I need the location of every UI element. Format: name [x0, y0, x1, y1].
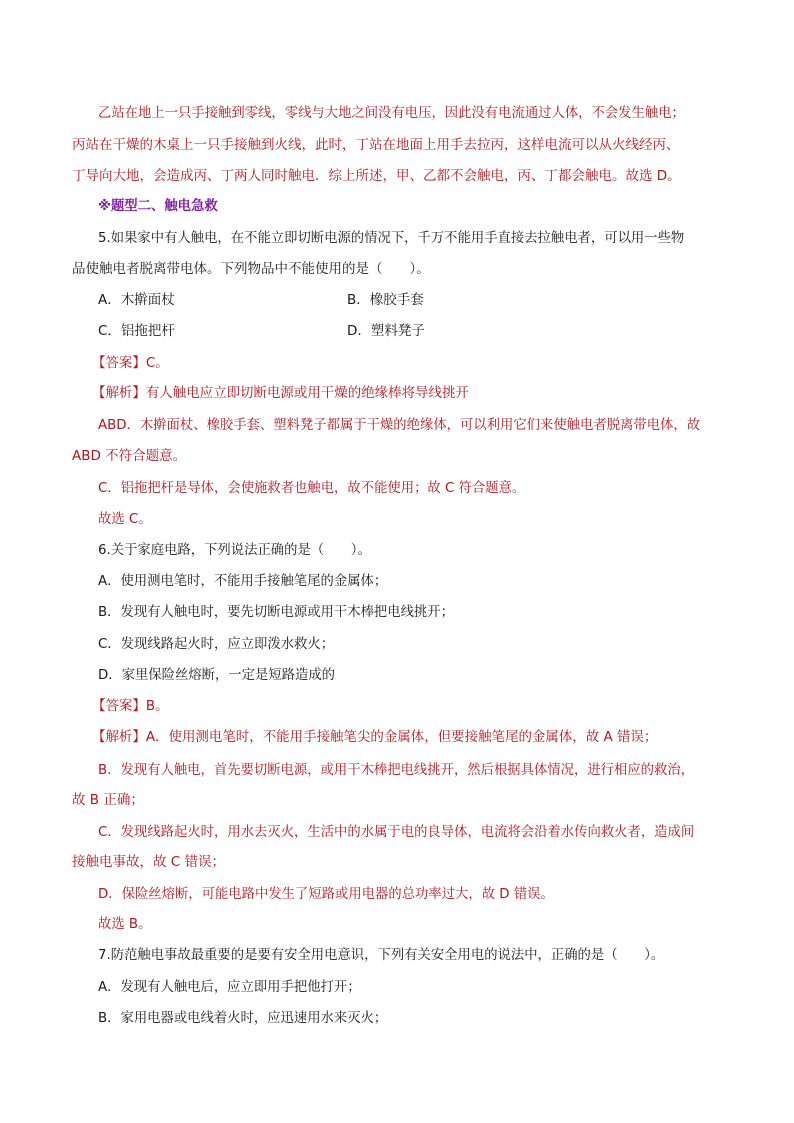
- q5-option-d: D．塑料凳子: [347, 323, 425, 339]
- analysis-text: 有人触电应立即切断电源或用干燥的绝缘棒将导线挑开: [145, 385, 469, 401]
- question-5-stem: 5.如果家中有人触电，在不能立即切断电源的情况下，千万不能用手直接去拉触电者，可以用一些物: [98, 230, 685, 246]
- analysis-text: A．使用测电笔时，不能用手接触笔尖的金属体，但要接触笔尾的金属体，故 A 错误；: [145, 729, 658, 745]
- q6-option-c: C．发现线路起火时，应立即泼水救火；: [98, 636, 335, 652]
- question-7-stem: 7.防范触电事故最重要的是要有安全用电意识，下列有关安全用电的说法中，正确的是（ ）。: [98, 947, 665, 963]
- analysis-line: 接触电事故，故 C 错误；: [72, 854, 226, 870]
- analysis-line: ABD．木擀面杖、橡胶手套、塑料凳子都属于干燥的绝缘体，可以利用它们来使触电者脱离带电体，故: [98, 417, 701, 433]
- answer-tag: 【答案】: [92, 698, 146, 714]
- answer-value: C。: [145, 355, 169, 371]
- q7-option-b: B．家用电器或电线着火时，应迅速用水来灭火；: [98, 1010, 388, 1026]
- analysis-line: 丙站在干燥的木桌上一只手接触到火线，此时，丁站在地面上用手去拉丙，这样电流可以从火线经丙、: [72, 137, 680, 153]
- question-6-stem: 6.关于家庭电路，下列说法正确的是（ ）。: [98, 542, 371, 558]
- analysis-tag: 【解析】: [92, 385, 146, 401]
- q5-answer: [92, 353, 730, 373]
- answer-tag: 【答案】: [92, 355, 146, 371]
- analysis-line: ABD 不符合题意。: [72, 448, 187, 464]
- q6-analysis: [92, 727, 730, 747]
- analysis-line: 丁导向大地，会造成丙、丁两人同时触电．综上所述，甲、乙都不会触电，丙、丁都会触电。故选 D。: [72, 168, 681, 184]
- analysis-tag: 【解析】: [92, 729, 146, 745]
- analysis-line: C．发现线路起火时，用水去灭火，生活中的水属于电的良导体，电流将会沿着水传向救火者，造成间: [98, 824, 695, 840]
- analysis-line: 乙站在地上一只手接触到零线，零线与大地之间没有电压，因此没有电流通过人体，不会发生触电；: [98, 105, 685, 121]
- analysis-line: D．保险丝熔断，可能电路中发生了短路或用电器的总功率过大，故 D 错误。: [98, 886, 554, 902]
- answer-value: B。: [145, 698, 169, 714]
- question-5-stem: 品使触电者脱离带电体。下列物品中不能使用的是（ ）。: [72, 261, 430, 277]
- q5-analysis: [92, 383, 730, 403]
- q6-option-b: B．发现有人触电时，要先切断电源或用干木棒把电线挑开；: [98, 604, 454, 620]
- q5-option-b: B．橡胶手套: [347, 292, 424, 308]
- analysis-line: 故选 C。: [98, 511, 152, 527]
- analysis-line: 故 B 正确；: [72, 792, 144, 808]
- q6-answer: [92, 696, 730, 716]
- analysis-line: C．铝拖把杆是导体，会使施救者也触电，故不能使用；故 C 符合题意。: [98, 480, 526, 496]
- q5-option-c: C．铝拖把杆: [98, 323, 175, 339]
- q5-option-a: A．木擀面杖: [98, 292, 175, 308]
- q6-option-a: A．使用测电笔时，不能用手接触笔尾的金属体；: [98, 573, 388, 589]
- analysis-line: 故选 B。: [98, 916, 152, 932]
- q7-option-a: A．发现有人触电后，应立即用手把他打开；: [98, 979, 361, 995]
- analysis-line: B．发现有人触电，首先要切断电源，或用干木棒把电线挑开，然后根据具体情况，进行相应的救治，: [98, 762, 695, 778]
- q6-option-d: D．家里保险丝熔断，一定是短路造成的: [98, 667, 336, 683]
- section-heading: ※题型二、触电急救: [98, 198, 218, 214]
